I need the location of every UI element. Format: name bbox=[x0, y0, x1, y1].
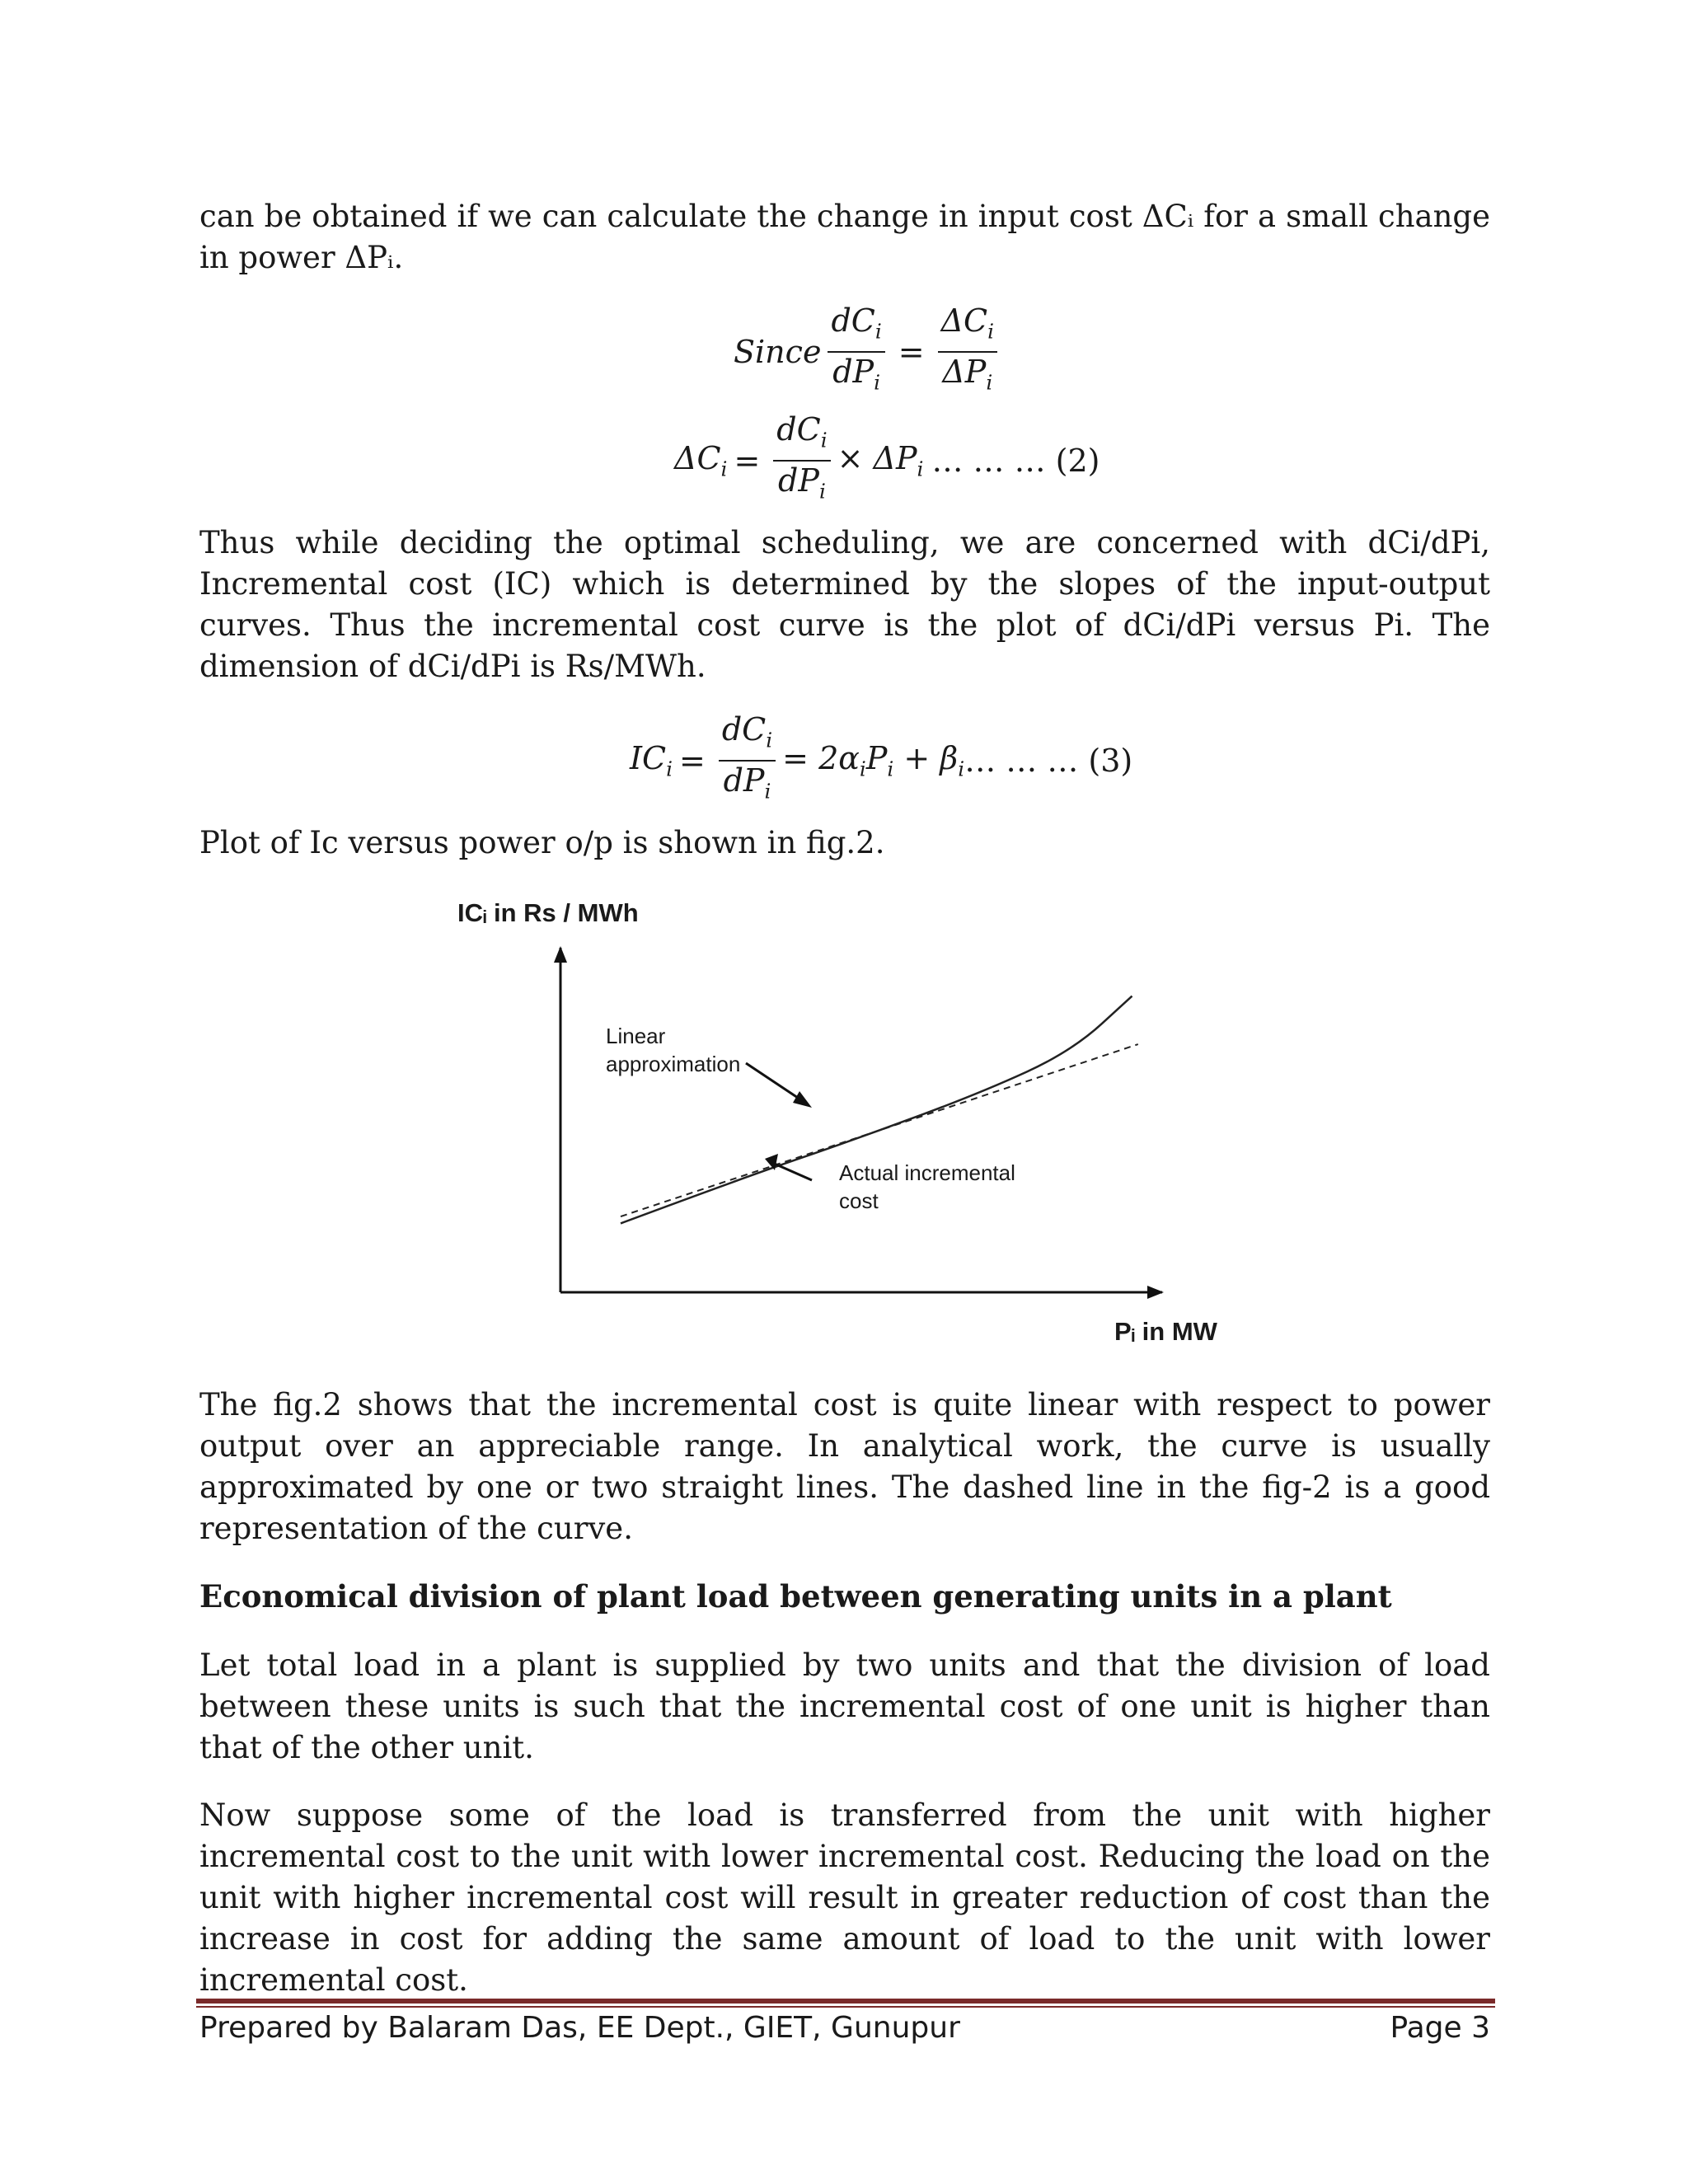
paragraph-intro: can be obtained if we can calculate the change in input cost ΔCᵢ for a small change in power ΔPᵢ. bbox=[199, 199, 1490, 275]
equation-3-number: … … … (3) bbox=[964, 742, 1133, 779]
equation-2-number: … … … (2) bbox=[931, 442, 1100, 479]
y-axis-arrow bbox=[554, 946, 567, 963]
y-axis-label: ICᵢ in Rs / MWh bbox=[457, 898, 639, 927]
paragraph-fig-explanation: The fig.2 shows that the incremental cost is quite linear with respect to power output over an appreciable range. In analytical work, the curve is usually approximated by one or two straight lines. The dashed line in the fig-2 is a good representation of the curve. bbox=[199, 1387, 1490, 1546]
paragraph-incremental-cost: Thus while deciding the optimal scheduling, we are concerned with dCi/dPi, Incremental cost (IC) which is determined by the slopes of the input-output curves. Thus the incremental cost curve is the plot of dCi/dPi versus Pi. The dimension of dCi/dPi is Rs/MWh. bbox=[199, 525, 1490, 684]
actual-cost-pointer bbox=[771, 1162, 812, 1180]
section-heading: Economical division of plant load between generating units in a plant bbox=[199, 1578, 1392, 1615]
footer-rule-thick bbox=[196, 1999, 1495, 2004]
footer-credit: Prepared by Balaram Das, EE Dept., GIET, Gunupur bbox=[199, 2011, 960, 2045]
linear-approx-label: Linear approximation bbox=[606, 1024, 741, 1076]
paragraph-plot-intro: Plot of Ic versus power o/p is shown in fig.2. bbox=[199, 825, 885, 860]
linear-approx-pointer-head bbox=[793, 1091, 812, 1108]
incremental-cost-chart bbox=[437, 890, 1261, 1368]
equation-since: Since $\frac{dC_i}{dP_i}$ = $\frac{\Delta C_i}{\Delta P_i}$ bbox=[734, 303, 1004, 400]
paragraph-two-units: Let total load in a plant is supplied by two units and that the division of load between these units is such that the incremental cost of one unit is higher than that of the other unit. bbox=[199, 1647, 1490, 1765]
fraction-eq3: $\frac{dC_i}{dP_i}$ bbox=[719, 712, 776, 808]
x-axis-arrow bbox=[1147, 1286, 1164, 1299]
equation-2: $\Delta C_i$ = $\frac{dC_i}{dP_i}$ × $\Delta P_i$ … … … (2) bbox=[674, 412, 1100, 509]
figure-incremental-cost bbox=[437, 890, 1261, 1368]
actual-cost-label: Actual incremental cost bbox=[839, 1160, 1015, 1213]
x-axis-label: Pᵢ in MW bbox=[1114, 1317, 1217, 1346]
equation-since-word: Since bbox=[734, 333, 822, 370]
equation-3: $IC_i$ = $\frac{dC_i}{dP_i}$ = $2\alpha_iP_i + \beta_i$ … … … (3) bbox=[630, 712, 1132, 808]
footer-page-number: Page 3 bbox=[1390, 2011, 1490, 2045]
footer-rule-thin bbox=[196, 2006, 1495, 2008]
fraction-eq2: $\frac{dC_i}{dP_i}$ bbox=[773, 412, 830, 509]
fraction-delta-c-delta-p: $\frac{\Delta C_i}{\Delta P_i}$ bbox=[938, 303, 997, 400]
fraction-dc-dp: $\frac{dC_i}{dP_i}$ bbox=[828, 303, 884, 400]
paragraph-load-transfer: Now suppose some of the load is transferred from the unit with higher incremental cost to the unit with lower incremental cost. Reducing the load on the unit with higher incremental cost will result in greater reduction of cost than the increase in cost for adding the same amount of load to the unit with lower incremental cost. bbox=[199, 1797, 1490, 1998]
